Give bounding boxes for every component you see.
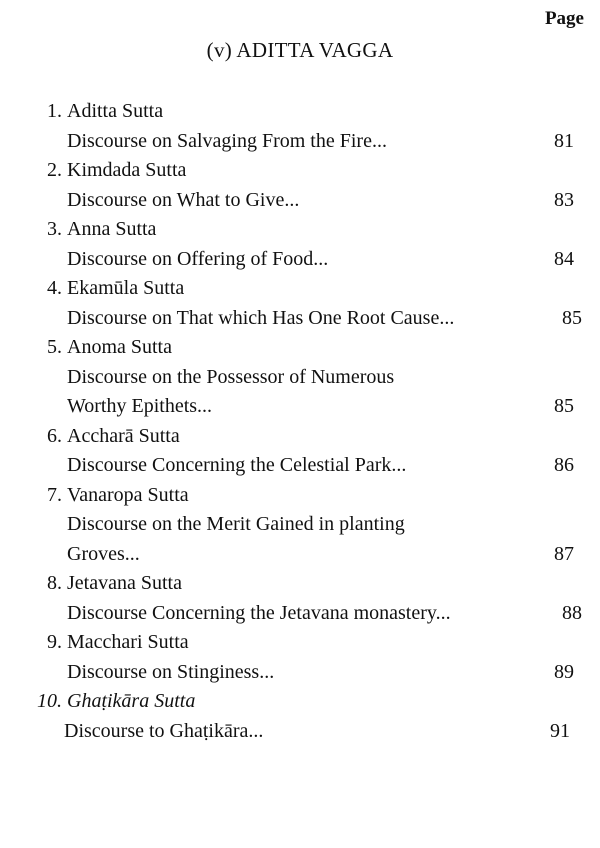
- entry-description: Discourse on What to Give...: [67, 188, 300, 211]
- entry-number: 4.: [47, 277, 62, 299]
- toc-entry[interactable]: [0, 215, 600, 274]
- toc-entry[interactable]: [0, 156, 600, 215]
- entry-page-number: 85: [562, 306, 582, 329]
- entry-description-continued: Groves...: [67, 542, 140, 565]
- entry-page-number: 84: [554, 247, 574, 270]
- toc-entry[interactable]: [0, 481, 600, 570]
- entry-page-number: 83: [554, 188, 574, 211]
- entry-title: Anoma Sutta: [67, 336, 172, 358]
- entry-title: Accharā Sutta: [67, 424, 180, 447]
- entry-page-number: 81: [554, 129, 574, 152]
- toc-entry[interactable]: [0, 628, 600, 687]
- section-title: (v) ADITTA VAGGA: [206, 38, 394, 62]
- toc-entry[interactable]: [0, 422, 600, 481]
- entry-title: Jetavana Sutta: [67, 572, 182, 594]
- entry-number: 10.: [37, 690, 62, 712]
- entry-description: Discourse Concerning the Celestial Park...: [67, 454, 407, 476]
- entry-title: Ekamūla Sutta: [67, 277, 185, 299]
- entry-number: 2.: [47, 159, 62, 181]
- entry-description: Discourse on Offering of Food...: [67, 247, 329, 270]
- toc-entry[interactable]: [0, 97, 600, 156]
- entry-title: Kimdada Sutta: [67, 159, 187, 181]
- entry-title: Aditta Sutta: [67, 100, 164, 122]
- entry-number: 9.: [47, 631, 62, 653]
- entry-description: Discourse on the Possessor of Numerous: [67, 365, 395, 388]
- toc-entry[interactable]: [0, 687, 600, 746]
- toc-entry[interactable]: [0, 569, 600, 628]
- entry-page-number: 85: [554, 395, 574, 417]
- entry-number: 8.: [47, 572, 62, 594]
- entry-description: Discourse to Ghaṭikāra...: [64, 719, 264, 742]
- entry-number: 5.: [47, 336, 62, 358]
- toc-entry[interactable]: [0, 274, 600, 333]
- entry-page-number: 86: [554, 454, 574, 476]
- entry-number: 6.: [47, 424, 62, 447]
- entry-title: Macchari Sutta: [67, 631, 189, 653]
- entry-number: 7.: [47, 483, 62, 506]
- table-of-contents: [0, 97, 600, 746]
- entry-page-number: 91: [550, 719, 570, 742]
- entry-page-number: 87: [554, 542, 574, 565]
- entry-title: Anna Sutta: [67, 218, 157, 240]
- entry-number: 1.: [47, 100, 62, 122]
- page-column-label: Page: [544, 8, 584, 29]
- entry-description: Discourse on Salvaging From the Fire...: [67, 129, 387, 152]
- entry-description: Discourse on That which Has One Root Cause...: [67, 306, 455, 329]
- entry-description: Discourse on the Merit Gained in planting: [67, 513, 405, 535]
- entry-page-number: 89: [554, 660, 574, 683]
- entry-page-number: 88: [562, 601, 582, 624]
- entry-number: 3.: [47, 218, 62, 240]
- entry-title: Vanaropa Sutta: [67, 483, 189, 506]
- entry-description: Discourse Concerning the Jetavana monastery...: [67, 601, 451, 624]
- entry-description-continued: Worthy Epithets...: [67, 395, 213, 417]
- entry-description: Discourse on Stinginess...: [67, 660, 275, 683]
- toc-entry[interactable]: [0, 333, 600, 422]
- entry-title: Ghaṭikāra Sutta: [67, 690, 196, 712]
